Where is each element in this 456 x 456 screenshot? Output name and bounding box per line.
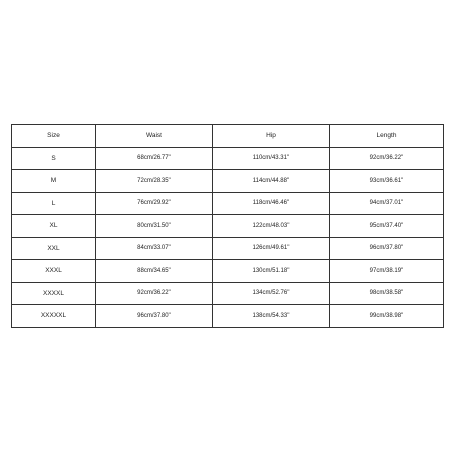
hip-cell: 118cm/46.46'' (213, 192, 330, 215)
waist-cell: 84cm/33.07'' (96, 237, 213, 260)
hip-cell: 122cm/48.03'' (213, 215, 330, 238)
header-waist: Waist (96, 125, 213, 148)
size-cell: XXXL (12, 260, 96, 283)
hip-cell: 134cm/52.76'' (213, 282, 330, 305)
size-cell: M (12, 170, 96, 193)
length-cell: 95cm/37.40'' (330, 215, 444, 238)
length-cell: 96cm/37.80'' (330, 237, 444, 260)
waist-cell: 68cm/26.77'' (96, 147, 213, 170)
hip-cell: 138cm/54.33'' (213, 305, 330, 328)
length-cell: 99cm/38.98'' (330, 305, 444, 328)
length-cell: 92cm/36.22'' (330, 147, 444, 170)
waist-cell: 88cm/34.65'' (96, 260, 213, 283)
header-row (12, 125, 444, 148)
table-row (12, 305, 444, 328)
header-length: Length (330, 125, 444, 148)
size-cell: XXXXL (12, 282, 96, 305)
table-body (12, 147, 444, 327)
waist-cell: 72cm/28.35'' (96, 170, 213, 193)
table-row (12, 260, 444, 283)
table-header (12, 125, 444, 148)
length-cell: 98cm/38.58'' (330, 282, 444, 305)
length-cell: 93cm/36.61'' (330, 170, 444, 193)
waist-cell: 92cm/36.22'' (96, 282, 213, 305)
size-cell: L (12, 192, 96, 215)
table-row (12, 192, 444, 215)
table-row (12, 282, 444, 305)
size-chart-table (11, 124, 444, 328)
hip-cell: 110cm/43.31'' (213, 147, 330, 170)
header-hip: Hip (213, 125, 330, 148)
size-cell: XL (12, 215, 96, 238)
waist-cell: 80cm/31.50'' (96, 215, 213, 238)
size-cell: XXL (12, 237, 96, 260)
size-cell: XXXXXL (12, 305, 96, 328)
length-cell: 97cm/38.19'' (330, 260, 444, 283)
waist-cell: 96cm/37.80'' (96, 305, 213, 328)
hip-cell: 126cm/49.61'' (213, 237, 330, 260)
hip-cell: 130cm/51.18'' (213, 260, 330, 283)
header-size: Size (12, 125, 96, 148)
waist-cell: 76cm/29.92'' (96, 192, 213, 215)
table-row (12, 170, 444, 193)
table-row (12, 147, 444, 170)
table-row (12, 237, 444, 260)
size-cell: S (12, 147, 96, 170)
length-cell: 94cm/37.01'' (330, 192, 444, 215)
hip-cell: 114cm/44.88'' (213, 170, 330, 193)
table-row (12, 215, 444, 238)
